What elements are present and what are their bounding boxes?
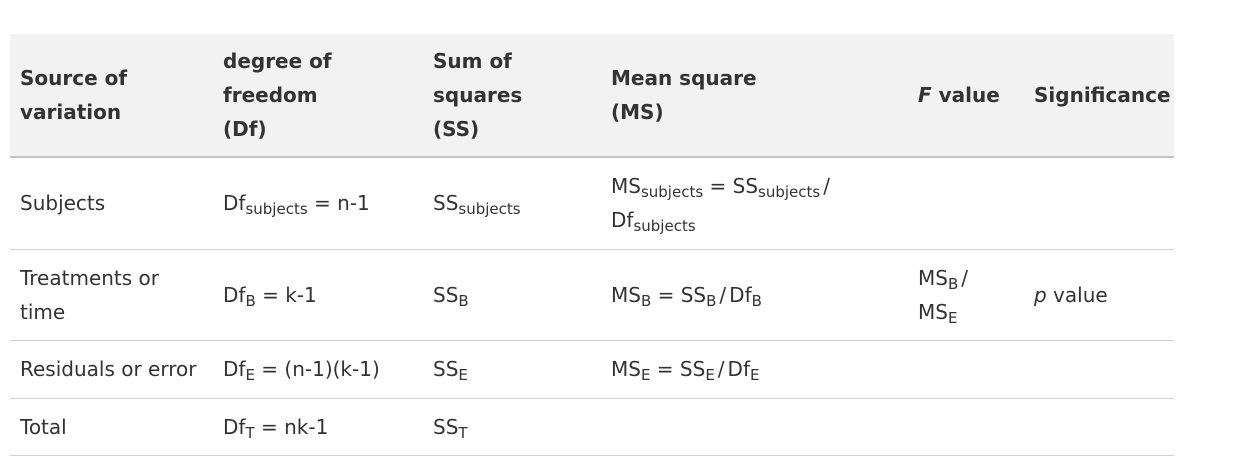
cell-df: $Df_B = k-1$ bbox=[213, 249, 423, 340]
anova-table-container bbox=[10, 34, 1174, 456]
header-significance: Significance bbox=[1024, 34, 1174, 157]
cell-ss: $SS_{subjects}$ bbox=[423, 157, 601, 249]
header-f-value: F value bbox=[908, 34, 1024, 157]
cell-source: Residuals or error bbox=[10, 340, 213, 398]
table-row-total bbox=[10, 398, 1174, 455]
cell-source: Subjects bbox=[10, 157, 213, 249]
cell-f: $MS_B$ / $MS_E$ bbox=[908, 249, 1024, 340]
cell-df: $Df_T = nk-1$ bbox=[213, 398, 423, 455]
cell-significance: p value bbox=[1024, 249, 1174, 340]
table-row-residuals bbox=[10, 340, 1174, 398]
cell-ss: $SS_E$ bbox=[423, 340, 601, 398]
cell-significance bbox=[1024, 340, 1174, 398]
header-degree-of-freedom: degree of freedom (Df) bbox=[213, 34, 423, 157]
cell-df: $Df_E = (n-1)(k-1)$ bbox=[213, 340, 423, 398]
cell-ms: $MS_{subjects} = SS_{subjects}$ / $Df_{subjects}$ bbox=[601, 157, 908, 249]
header-row bbox=[10, 34, 1174, 157]
cell-ms bbox=[601, 398, 908, 455]
cell-significance bbox=[1024, 157, 1174, 249]
cell-ms: $MS_E = SS_E / Df_E$ bbox=[601, 340, 908, 398]
anova-table bbox=[10, 34, 1174, 456]
table-row-subjects bbox=[10, 157, 1174, 249]
cell-f bbox=[908, 340, 1024, 398]
table-row-treatments bbox=[10, 249, 1174, 340]
cell-source: Total bbox=[10, 398, 213, 455]
cell-f bbox=[908, 157, 1024, 249]
cell-ss: $SS_T$ bbox=[423, 398, 601, 455]
header-source-of-variation: Source of variation bbox=[10, 34, 213, 157]
header-sum-of-squares: Sum of squares (SS) bbox=[423, 34, 601, 157]
cell-f bbox=[908, 398, 1024, 455]
cell-df: $Df_{subjects} = n-1$ bbox=[213, 157, 423, 249]
cell-ss: $SS_B$ bbox=[423, 249, 601, 340]
header-mean-square: Mean square (MS) bbox=[601, 34, 908, 157]
cell-significance bbox=[1024, 398, 1174, 455]
cell-source: Treatments or time bbox=[10, 249, 213, 340]
cell-ms: $MS_B = SS_B / Df_B$ bbox=[601, 249, 908, 340]
